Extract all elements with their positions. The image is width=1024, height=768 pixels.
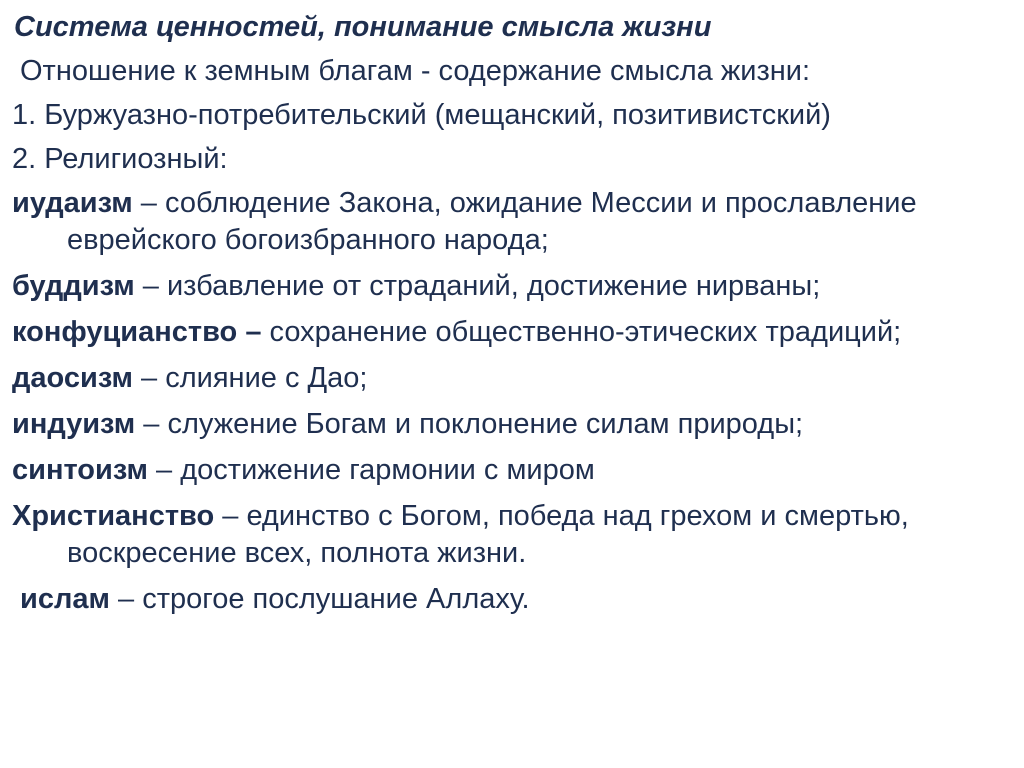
religion-confucianism (12, 314, 1012, 351)
religion-hinduism (12, 406, 1012, 443)
list-item-bourgeois: 1. Буржуазно-потребительский (мещанский, позитивистский) (12, 99, 831, 131)
religion-description: служение Богам и поклонение силам природы; (167, 408, 804, 440)
religion-term: иудаизм (12, 187, 133, 219)
religion-shinto (12, 452, 1012, 489)
religion-description: строгое послушание Аллаху. (142, 583, 530, 615)
separator: – (132, 362, 166, 394)
religion-term: Христианство (12, 500, 215, 532)
religion-christianity (12, 498, 1012, 572)
separator: – (214, 500, 247, 532)
religion-term: буддизм (12, 270, 135, 302)
religion-term: синтоизм (12, 454, 148, 486)
religion-description: достижение гармонии с миром (180, 454, 595, 486)
religion-judaism (12, 185, 1012, 259)
separator: – (134, 270, 167, 302)
religion-description: избавление от страданий, достижение нирваны; (166, 270, 821, 302)
religion-term: даосизм (12, 362, 133, 394)
list-item-religious: 2. Религиозный: (12, 143, 228, 175)
separator: – (132, 187, 165, 219)
religion-islam (12, 581, 1012, 618)
subtitle: Отношение к земным благам - содержание смысла жизни: (20, 55, 811, 87)
religion-description: сохранение общественно-этических традиций; (269, 316, 902, 348)
slide-title: Система ценностей, понимание смысла жизни (14, 11, 712, 43)
separator: – (135, 408, 168, 440)
religion-term: конфуцианство – (12, 316, 262, 348)
religion-description: слияние с Дао; (165, 362, 368, 394)
religion-description: единство с Богом, победа над грехом и смертью, воскресение всех, полнота жизни. (67, 500, 909, 569)
separator: – (109, 583, 143, 615)
religion-buddhism (12, 268, 1012, 305)
religion-description: соблюдение Закона, ожидание Мессии и прославление еврейского богоизбранного народа; (67, 187, 917, 256)
separator (261, 316, 269, 348)
slide-body (12, 53, 1012, 627)
separator: – (147, 454, 181, 486)
religion-taoism (12, 360, 1012, 397)
religion-term: ислам (20, 583, 110, 615)
religion-term: индуизм (12, 408, 136, 440)
